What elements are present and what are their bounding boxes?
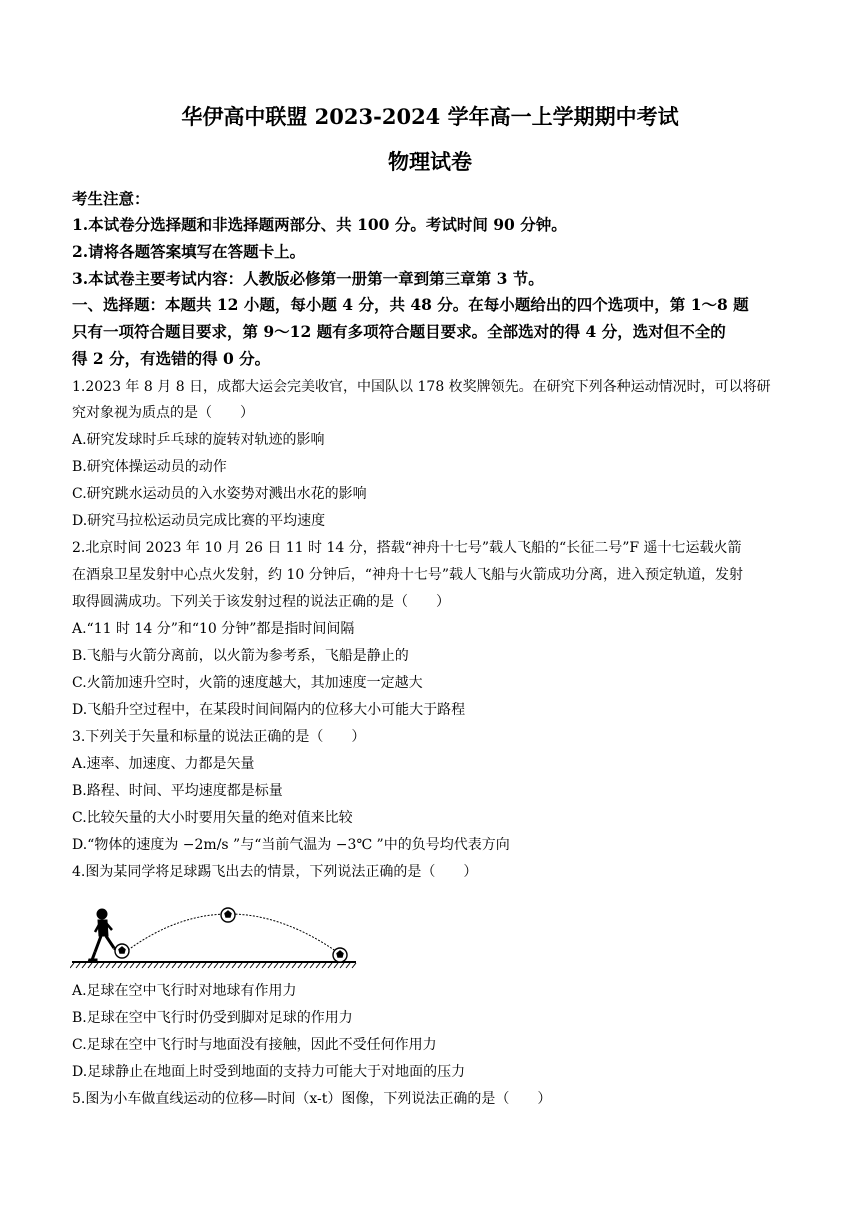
q4-option-b: B.足球在空中飞行时仍受到脚对足球的作用力: [72, 1010, 353, 1026]
q1-stem-line-2: 究对象视为质点的是（ ）: [72, 405, 254, 421]
exam-subtitle: 物理试卷: [388, 149, 472, 174]
q4-option-a: A.足球在空中飞行时对地球有作用力: [72, 983, 297, 999]
q1-option-d: D.研究马拉松运动员完成比赛的平均速度: [72, 513, 326, 529]
q3-stem: 3.下列关于矢量和标量的说法正确的是（ ）: [72, 729, 366, 745]
notice-item-3: 3.本试卷主要考试内容：人教版必修第一册第一章到第三章第 3 节。: [72, 269, 544, 288]
q1-stem-line-1: 1.2023 年 8 月 8 日，成都大运会完美收官，中国队以 178 枚奖牌领先。在研究下列各种运动情况时，可以将研: [72, 379, 771, 395]
q5-stem: 5.图为小车做直线运动的位移—时间（x-t）图像，下列说法正确的是（ ）: [72, 1091, 552, 1107]
q2-option-b: B.飞船与火箭分离前，以火箭为参考系，飞船是静止的: [72, 648, 409, 664]
section-instructions-line-2: 只有一项符合题目要求，第 9～12 题有多项符合题目要求。全部选对的得 4 分，选对但不全的: [72, 322, 726, 341]
section-instructions-line-1: 一、选择题：本题共 12 小题，每小题 4 分，共 48 分。在每小题给出的四个选项中，第 1～8 题: [72, 295, 749, 314]
q1-option-a: A.研究发球时乒乓球的旋转对轨迹的影响: [72, 432, 325, 448]
notice-item-2: 2.请将各题答案填写在答题卡上。: [72, 242, 306, 261]
q3-option-b: B.路程、时间、平均速度都是标量: [72, 783, 283, 799]
section-instructions-line-3: 得 2 分，有选错的得 0 分。: [72, 349, 271, 368]
exam-title: 华伊高中联盟 2023-2024 学年高一上学期期中考试: [181, 104, 679, 129]
q3-option-a: A.速率、加速度、力都是矢量: [72, 756, 255, 772]
q2-stem-line-2: 在酒泉卫星发射中心点火发射，约 10 分钟后，“神舟十七号”载人飞船与火箭成功分离，进入预定轨道，发射: [72, 567, 744, 583]
soccer-ball-icon: [115, 908, 347, 962]
q4-option-d: D.足球静止在地面上时受到地面的支持力可能大于对地面的压力: [72, 1064, 466, 1080]
q2-stem-line-3: 取得圆满成功。下列关于该发射过程的说法正确的是（ ）: [72, 594, 450, 610]
q2-option-a: A.“11 时 14 分”和“10 分钟”都是指时间间隔: [72, 621, 355, 637]
q3-option-c: C.比较矢量的大小时要用矢量的绝对值来比较: [72, 810, 353, 826]
soccer-kick-figure: [70, 896, 360, 972]
q2-stem-line-1: 2.北京时间 2023 年 10 月 26 日 11 时 14 分，搭载“神舟十七号”载人飞船的“长征二号”F 遥十七运载火箭: [72, 540, 742, 556]
q1-option-c: C.研究跳水运动员的入水姿势对溅出水花的影响: [72, 486, 367, 502]
q1-option-b: B.研究体操运动员的动作: [72, 459, 227, 475]
q2-option-c: C.火箭加速升空时，火箭的速度越大，其加速度一定越大: [72, 675, 423, 691]
q3-option-d: D.“物体的速度为 −2m/s ”与“当前气温为 −3℃ ”中的负号均代表方向: [72, 837, 510, 853]
notice-heading: 考生注意：: [72, 189, 150, 208]
q2-option-d: D.飞船升空过程中，在某段时间间隔内的位移大小可能大于路程: [72, 702, 466, 718]
q4-option-c: C.足球在空中飞行时与地面没有接触，因此不受任何作用力: [72, 1037, 437, 1053]
notice-item-1: 1.本试卷分选择题和非选择题两部分、共 100 分。考试时间 90 分钟。: [72, 215, 567, 234]
player-icon: [88, 909, 118, 962]
q4-stem: 4.图为某同学将足球踢飞出去的情景，下列说法正确的是（ ）: [72, 864, 478, 880]
